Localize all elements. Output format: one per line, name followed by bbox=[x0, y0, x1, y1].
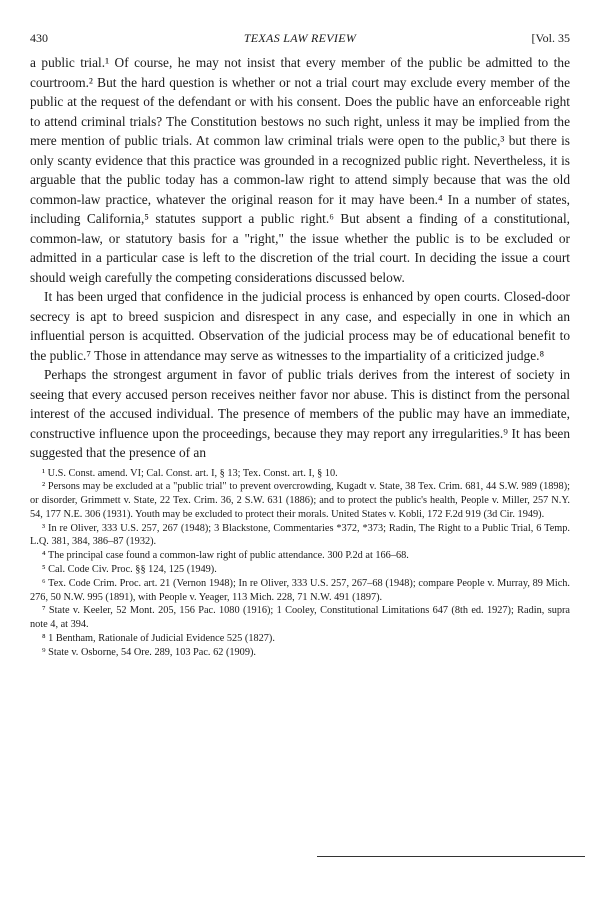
page-number: 430 bbox=[30, 31, 48, 45]
running-header bbox=[30, 29, 570, 47]
paragraph: It has been urged that confidence in the judicial process is enhanced by open courts. Closed-door secrecy is apt to breed suspicion and disrespect in any case, and especially in one in which an influential person is acquitted. Observation of the judicial process may be of educational benefit to the public.⁷ Those in attendance may serve as witnesses to the impartiality of a criticized judge.⁸ bbox=[30, 289, 570, 363]
footnote: ⁶ Tex. Code Crim. Proc. art. 21 (Vernon 1948); In re Oliver, 333 U.S. 257, 267–68 (1948); compare People v. Murray, 89 Mich. 276, 50 N.W. 995 (1891), with People v. Yeager, 113 Mich. 228, 71 N.W. 491 (1897). bbox=[30, 577, 570, 603]
body-text bbox=[30, 53, 570, 463]
footnote: ¹ U.S. Const. amend. VI; Cal. Const. art. I, § 13; Tex. Const. art. I, § 10. bbox=[42, 467, 338, 479]
bottom-rule bbox=[317, 856, 585, 857]
footnote: ⁴ The principal case found a common-law right of public attendance. 300 P.2d at 166–68. bbox=[42, 550, 409, 562]
footnote: ² Persons may be excluded at a "public trial" to prevent overcrowding, Kugadt v. State, 38 Tex. Crim. 681, 44 S.W. 989 (1898); or disorder, Grimmett v. State, 22 Tex. Crim. 36, 2 S.W. 631 (1886); and to protect the public's health, People v. Miller, 257 N.Y. 54, 177 N.E. 306 (1931). Youth may be excluded to protect their morals. United States v. Kobli, 172 F.2d 919 (3d Cir. 1949). bbox=[30, 481, 570, 520]
paragraph: Perhaps the strongest argument in favor of public trials derives from the interest of society in seeing that every accused person receives neither favor nor abuse. This is distinct from the personal interest of the accused individual. The presence of members of the public may have an immediate, constructive influence upon the proceedings, because they may report any irregularities.⁹ It has been suggested that the presence of an bbox=[30, 367, 570, 460]
footnote: ³ In re Oliver, 333 U.S. 257, 267 (1948); 3 Blackstone, Commentaries *372, *373; Radin, The Right to a Public Trial, 6 Temp. L.Q. 381, 384, 386–87 (1932). bbox=[30, 522, 570, 548]
footnote: ⁷ State v. Keeler, 52 Mont. 205, 156 Pac. 1080 (1916); 1 Cooley, Constitutional Limitations 647 (8th ed. 1927); Radin, supra note 4, at 394. bbox=[30, 605, 570, 631]
footnote: ⁸ 1 Bentham, Rationale of Judicial Evidence 525 (1827). bbox=[42, 633, 275, 645]
paragraph: a public trial.¹ Of course, he may not insist that every member of the public be admitted to the courtroom.² But the hard question is whether or not a trial court may exclude every member of the public at the request of the defendant or with his consent. Does the public have an enforceable right to attend criminal trials? The Constitution bestows no such right, unless it may be implied from the mere mention of public trials. At common law criminal trials were open to the public,³ but there is only scanty evidence that this practice was grounded in a recognized public right. Nevertheless, it is arguable that the public today has a common-law right to attend simply because that was the old common-law practice, whatever the original reason for it may have been.⁴ In a number of states, including California,⁵ statutes support a public right.⁶ But absent a finding of a constitutional, common-law, or statutory basis for a "right," the issue whether the public is to be excluded or admitted in a particular case is left to the discretion of the trial court. In deciding the issue a court should weigh carefully the competing considerations discussed below. bbox=[30, 55, 570, 285]
page bbox=[30, 29, 570, 660]
volume-label: [Vol. 35 bbox=[531, 31, 570, 45]
footnote: ⁹ State v. Osborne, 54 Ore. 289, 103 Pac. 62 (1909). bbox=[42, 646, 256, 658]
footnotes bbox=[30, 467, 570, 660]
footnote: ⁵ Cal. Code Civ. Proc. §§ 124, 125 (1949). bbox=[42, 564, 217, 576]
journal-title: TEXAS LAW REVIEW bbox=[243, 31, 357, 45]
